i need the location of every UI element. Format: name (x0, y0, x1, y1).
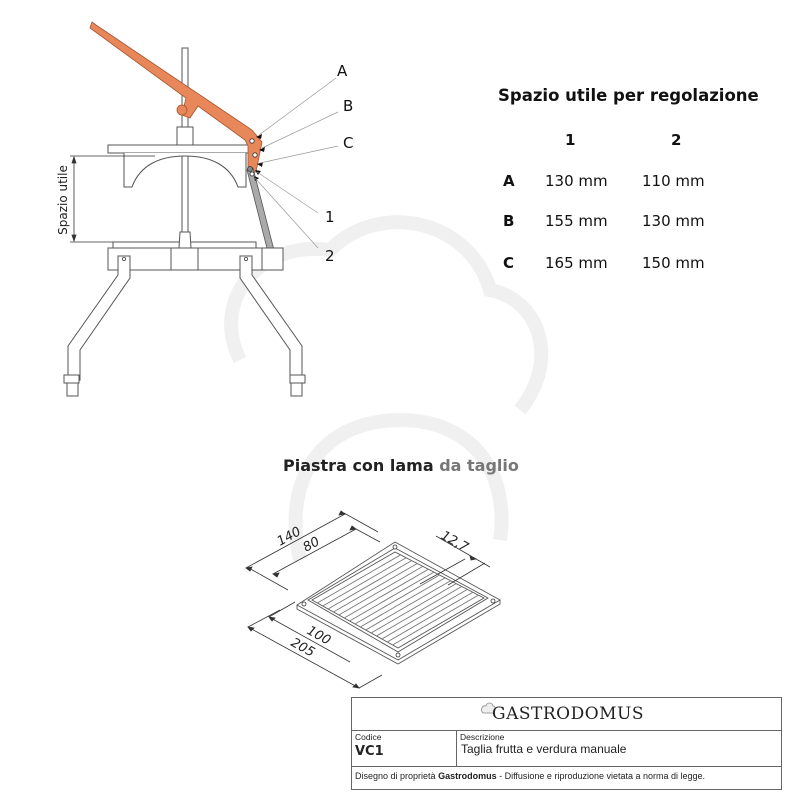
watermark-logo (231, 222, 541, 560)
title-block-logo-row (352, 698, 781, 731)
table-row-label: A (503, 172, 515, 190)
dim-100: 100 (304, 623, 334, 649)
table-cell: 155 mm (545, 212, 608, 230)
pin-hole-b (253, 153, 257, 157)
table-row-label: B (503, 212, 515, 230)
title-block-info-row (352, 731, 781, 767)
rod-foot (179, 232, 191, 248)
foot-left (64, 375, 79, 383)
dim-80: 80 (300, 534, 323, 556)
plate-title (283, 456, 519, 475)
table-column-header: 2 (671, 131, 682, 149)
callout-c: C (343, 134, 354, 152)
table-cell: 150 mm (642, 254, 705, 272)
footer-brand: Gastrodomus (438, 771, 497, 781)
pin-hole-a (250, 139, 254, 143)
title-block-footer-row (352, 767, 781, 789)
table-cell: 130 mm (642, 212, 705, 230)
table-cell: 110 mm (642, 172, 705, 190)
plate-title-main: Piastra con lama (283, 456, 440, 475)
top-plate (108, 145, 256, 153)
table-cell: 165 mm (545, 254, 608, 272)
gastrodomus-logo: GASTRODOMUS (492, 704, 645, 724)
link-pin-1 (248, 167, 253, 172)
dim-12-7: 12,7 (438, 528, 471, 556)
description-cell (457, 731, 777, 767)
title-block (351, 697, 782, 790)
table-column-header: 1 (565, 131, 576, 149)
leg-left (68, 256, 130, 380)
table-cell: 130 mm (545, 172, 608, 190)
footer-suffix: - Diffusione e riproduzione vietata a norma di legge. (496, 771, 706, 781)
footer-text (355, 771, 705, 781)
frame-bar (108, 248, 283, 270)
callout-b: B (343, 97, 354, 115)
callout-2: 2 (325, 247, 335, 265)
plate-title-secondary: da taglio (439, 456, 519, 475)
code-value: VC1 (355, 744, 384, 759)
table-row-label: C (503, 254, 515, 272)
link-pin-2 (250, 172, 254, 176)
footer-prefix: Disegno di proprietà (355, 771, 439, 781)
description-label: Descrizione (460, 732, 505, 742)
foot-right (290, 375, 305, 383)
callout-1: 1 (325, 208, 335, 226)
rod-block (177, 127, 193, 145)
spazio-utile-label: Spazio utile (55, 165, 70, 235)
callout-a: A (337, 62, 348, 80)
description-value: Taglia frutta e verdura manuale (461, 742, 627, 756)
code-label: Codice (355, 732, 382, 742)
leg-right (240, 256, 302, 380)
adjustment-table-title: Spazio utile per regolazione (498, 86, 759, 105)
dim-140: 140 (274, 524, 304, 550)
dim-205: 205 (288, 635, 318, 661)
